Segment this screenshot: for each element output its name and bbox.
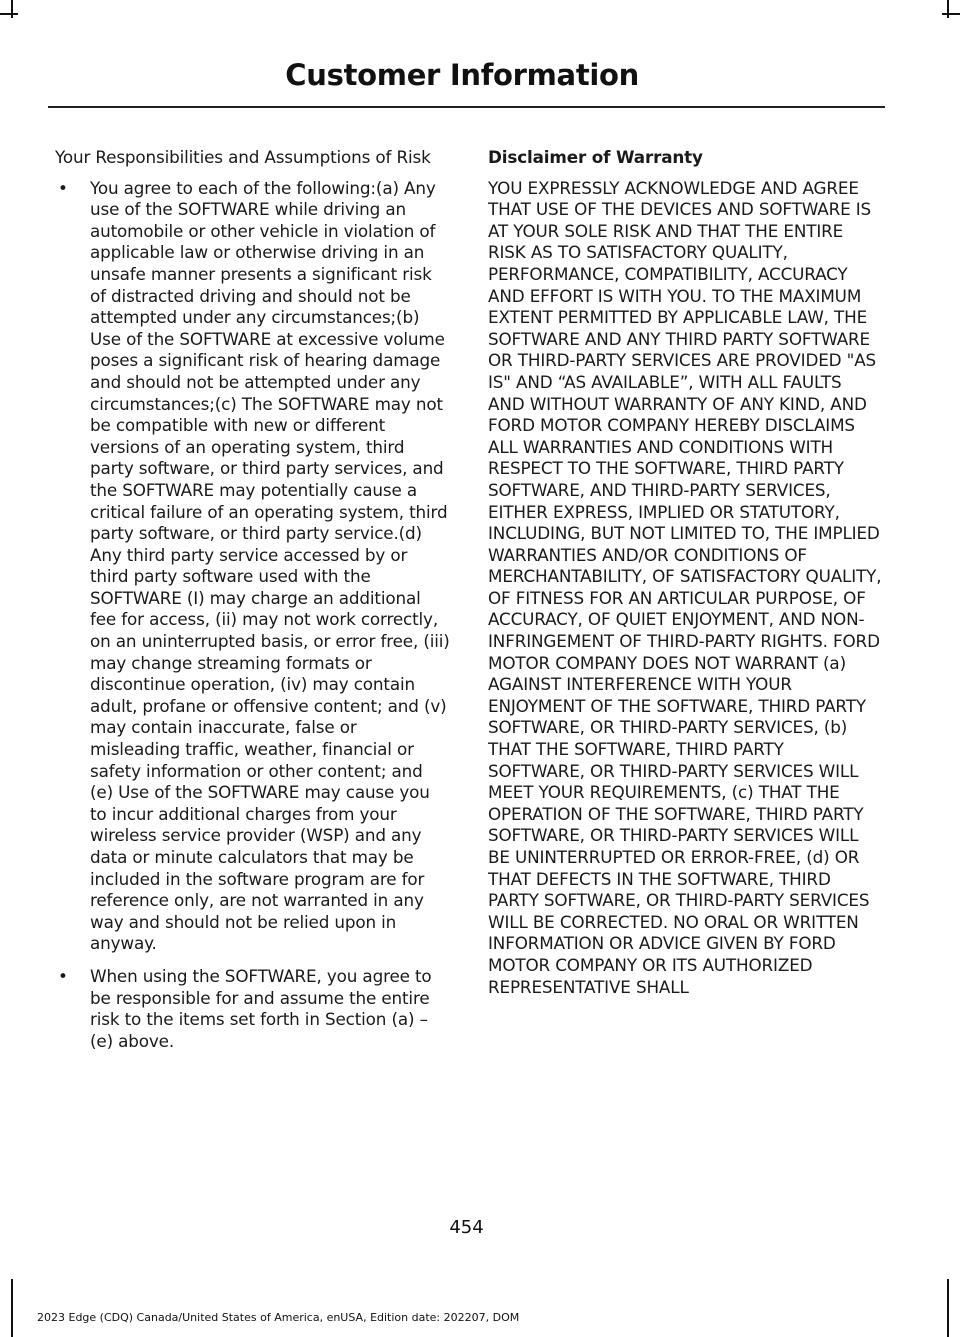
crop-mark-top-left-horizontal bbox=[0, 13, 18, 15]
header-divider bbox=[48, 106, 885, 108]
crop-mark-bottom-left bbox=[11, 1279, 13, 1337]
crop-mark-top-right-vertical bbox=[947, 0, 949, 18]
section-heading: Disclaimer of Warranty bbox=[488, 147, 703, 167]
disclaimer-body: YOU EXPRESSLY ACKNOWLEDGE AND AGREE THAT USE OF THE DEVICES AND SOFTWARE IS AT YOUR SOLE RISK AND THAT THE ENTIRE RISK AS TO SATISFACTORY QUALITY, PERFORMANCE, COMPATIBILITY, ACCURACY AND EFFORT IS WITH YOU. TO THE MAXIMUM EXTENT PERMITTED BY APPLICABLE LAW, THE SOFTWARE AND ANY THIRD PARTY SOFTWARE OR THIRD-PARTY SERVICES ARE PROVIDED "AS IS" AND “AS AVAILABLE”, WITH ALL FAULTS AND WITHOUT WARRANTY OF ANY KIND, AND FORD MOTOR COMPANY HEREBY DISCLAIMS ALL WARRANTIES AND CONDITIONS WITH RESPECT TO THE SOFTWARE, THIRD PARTY SOFTWARE, AND THIRD-PARTY SERVICES, EITHER EXPRESS, IMPLIED OR STATUTORY, INCLUDING, BUT NOT LIMITED TO, THE IMPLIED WARRANTIES AND/OR CONDITIONS OF MERCHANTABILITY, OF SATISFACTORY QUALITY, OF FITNESS FOR AN ARTICULAR PURPOSE, OF ACCURACY, OF QUIET ENJOYMENT, AND NON-INFRINGEMENT OF THIRD-PARTY RIGHTS. FORD MOTOR COMPANY DOES NOT WARRANT (a) AGAINST INTERFERENCE WITH YOUR ENJOYMENT OF THE SOFTWARE, THIRD PARTY SOFTWARE, OR THIRD-PARTY SERVICES, (b) THAT THE SOFTWARE, THIRD PARTY SOFTWARE, OR THIRD-PARTY SERVICES WILL MEET YOUR REQUIREMENTS, (c) THAT THE OPERATION OF THE SOFTWARE, THIRD PARTY SOFTWARE, OR THIRD-PARTY SERVICES WILL BE UNINTERRUPTED OR ERROR-FREE, (d) OR THAT DEFECTS IN THE SOFTWARE, THIRD PARTY SOFTWARE, OR THIRD-PARTY SERVICES WILL BE CORRECTED. NO ORAL OR WRITTEN INFORMATION OR ADVICE GIVEN BY FORD MOTOR COMPANY OR ITS AUTHORIZED REPRESENTATIVE SHALL bbox=[488, 177, 882, 997]
bullet-list bbox=[55, 178, 450, 1053]
crop-mark-top-right-horizontal bbox=[942, 13, 960, 15]
list-item-text: You agree to each of the following:(a) Any use of the SOFTWARE while driving an automobile or other vehicle in violation of applicable law or otherwise driving in an unsafe manner presents a significant risk of distracted driving and should not be attempted under any circumstances;(b) Use of the SOFTWARE at excessive volume poses a significant risk of hearing damage and should not be attempted under any circumstances;(c) The SOFTWARE may not be compatible with new or different versions of an operating system, third party software, or third party services, and the SOFTWARE may potentially cause a critical failure of an operating system, third party software, or third party service.(d) Any third party service accessed by or third party software used with the SOFTWARE (I) may charge an additional fee for access, (ii) may not work correctly, on an uninterrupted basis, or error free, (iii) may change streaming formats or discontinue operation, (iv) may contain adult, profane or offensive content; and (v) may contain inaccurate, false or misleading traffic, weather, financial or safety information or other content; and (e) Use of the SOFTWARE may cause you to incur additional charges from your wireless service provider (WSP) and any data or minute calculators that may be included in the software program are for reference only, are not warranted in any way and should not be relied upon in anyway. bbox=[90, 177, 450, 954]
bullet-icon: • bbox=[58, 965, 68, 986]
right-column bbox=[488, 147, 883, 998]
section-intro: Your Responsibilities and Assumptions of Risk bbox=[55, 147, 431, 167]
list-item bbox=[55, 178, 450, 955]
left-column bbox=[55, 147, 450, 1063]
page-title: Customer Information bbox=[285, 58, 639, 92]
page-number: 454 bbox=[449, 1217, 484, 1238]
crop-mark-top-left-vertical bbox=[11, 0, 13, 18]
list-item bbox=[55, 966, 450, 1052]
footer-edition-info: 2023 Edge (CDQ) Canada/United States of America, enUSA, Edition date: 202207, DOM bbox=[37, 1311, 520, 1324]
crop-mark-bottom-right bbox=[947, 1279, 949, 1337]
list-item-text: When using the SOFTWARE, you agree to be responsible for and assume the entire risk to the items set forth in Section (a) – (e) above. bbox=[90, 965, 432, 1051]
bullet-icon: • bbox=[58, 177, 68, 198]
